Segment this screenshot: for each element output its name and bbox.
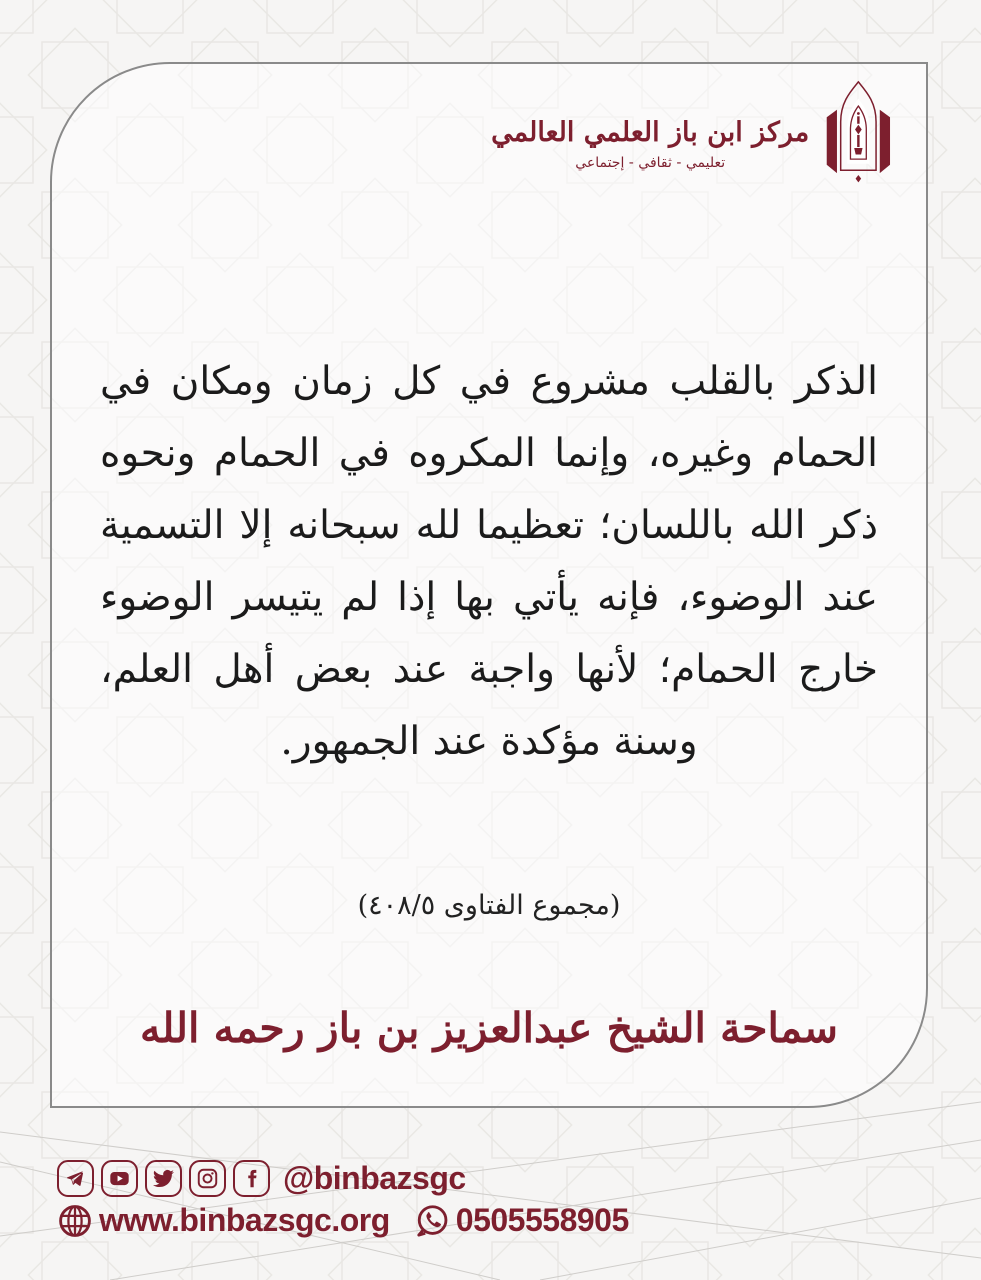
phone-number: 0505558905	[455, 1202, 629, 1238]
telegram-icon	[57, 1160, 94, 1197]
fatwa-text: الذكر بالقلب مشروع في كل زمان ومكان في الحمام وغيره، وإنما المكروه في الحمام ونحوه ذكر الله باللسان؛ تعظيما لله سبحانه إلا التسمية عند الوضوء، فإنه يأتي بها إذا لم يتيسر الوضوء خارج الحمام؛ لأنها واجبة عند بعض أهل العلم، وسنة مؤكدة عند الجمهور.	[100, 359, 878, 764]
youtube-icon	[101, 1160, 138, 1197]
contact-row	[57, 1202, 629, 1239]
facebook-icon	[233, 1160, 270, 1197]
center-tagline: تعليمي - ثقافي - إجتماعي	[575, 154, 726, 171]
mosque-arch-emblem-icon	[823, 80, 894, 188]
social-row	[57, 1160, 629, 1197]
social-handle: @binbazsgc	[283, 1160, 466, 1196]
globe-icon	[57, 1203, 93, 1239]
signature-calligraphy: سماحة الشيخ عبدالعزيز بن باز رحمه الله	[139, 1004, 839, 1052]
twitter-icon	[145, 1160, 182, 1197]
whatsapp-icon	[414, 1203, 450, 1239]
center-logo	[491, 80, 894, 188]
website-url: www.binbazsgc.org	[99, 1202, 390, 1238]
instagram-icon	[189, 1160, 226, 1197]
center-name-calligraphy: مركز ابن باز العلمي العالمي	[491, 117, 810, 149]
footer	[57, 1160, 629, 1239]
center-logo-text	[491, 97, 809, 170]
citation: (مجموع الفتاوى ٤٠٨/٥)	[357, 890, 621, 921]
quote-card	[50, 62, 928, 1108]
